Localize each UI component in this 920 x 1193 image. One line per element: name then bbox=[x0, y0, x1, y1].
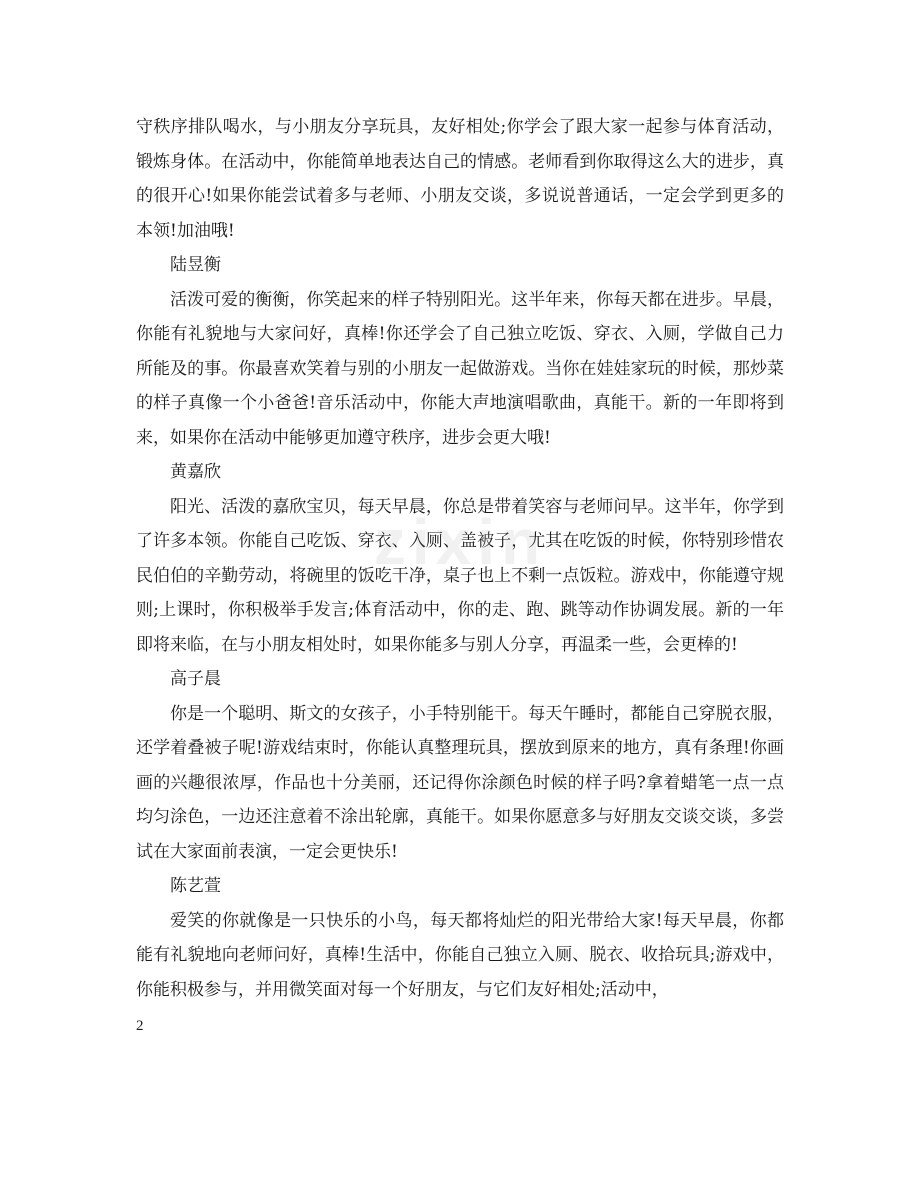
comment-paragraph-chen-yixuan: 爱笑的你就像是一只快乐的小鸟，每天都将灿烂的阳光带给大家!每天早晨，你都能有礼貌地向老师问好，真棒!生活中，你能自己独立入厕、脱衣、收拾玩具;游戏中，你能积极参与，并用微笑面对每一个好朋友，与它们友好相处;活动中， bbox=[136, 910, 784, 1000]
comment-paragraph-lu-yuheng: 活泼可爱的衡衡，你笑起来的样子特别阳光。这半年来，你每天都在进步。早晨，你能有礼貌地与大家问好，真棒!你还学会了自己独立吃饭、穿衣、入厕，学做自己力所能及的事。你最喜欢笑着与别的小朋友一起做游戏。当你在娃娃家玩的时候，那炒菜的样子真像一个小爸爸!音乐活动中，你能大声地演唱歌曲，真能干。新的一年即将到来，如果你在活动中能够更加遵守秩序，进步会更大哦! bbox=[136, 289, 784, 448]
paragraph-continued: 守秩序排队喝水，与小朋友分享玩具，友好相处;你学会了跟大家一起参与体育活动，锻炼身体。在活动中，你能简单地表达自己的情感。老师看到你取得这么大的进步，真的很开心!如果你能尝试着多与老师、小朋友交谈，多说说普通话，一定会学到更多的本领!加油哦! bbox=[136, 117, 784, 241]
document-body bbox=[136, 110, 784, 1007]
page-number: 2 bbox=[136, 1018, 144, 1034]
student-name-chen-yixuan: 陈艺萱 bbox=[170, 876, 221, 896]
student-name-gao-zichen: 高子晨 bbox=[170, 669, 221, 689]
comment-paragraph-huang-jiaxin: 阳光、活泼的嘉欣宝贝，每天早晨，你总是带着笑容与老师问早。这半年，你学到了许多本领。你能自己吃饭、穿衣、入厕、盖被子，尤其在吃饭的时候，你特别珍惜农民伯伯的辛勤劳动，将碗里的饭吃干净，桌子也上不剩一点饭粒。游戏中，你能遵守规则;上课时，你积极举手发言;体育活动中，你的走、跑、跳等动作协调发展。新的一年即将来临，在与小朋友相处时，如果你能多与别人分享，再温柔一些，会更棒的! bbox=[136, 496, 784, 655]
student-name-lu-yuheng: 陆昱衡 bbox=[170, 255, 221, 275]
comment-paragraph-gao-zichen: 你是一个聪明、斯文的女孩子，小手特别能干。每天午睡时，都能自己穿脱衣服，还学着叠被子呢!游戏结束时，你能认真整理玩具，摆放到原来的地方，真有条理!你画画的兴趣很浓厚，作品也十分美丽，还记得你涂颜色时候的样子吗?拿着蜡笔一点一点均匀涂色，一边还注意着不涂出轮廓，真能干。如果你愿意多与好朋友交谈交谈，多尝试在大家面前表演，一定会更快乐! bbox=[136, 703, 784, 862]
watermark-logo: zixin bbox=[373, 506, 547, 578]
student-name-huang-jiaxin: 黄嘉欣 bbox=[170, 462, 221, 482]
